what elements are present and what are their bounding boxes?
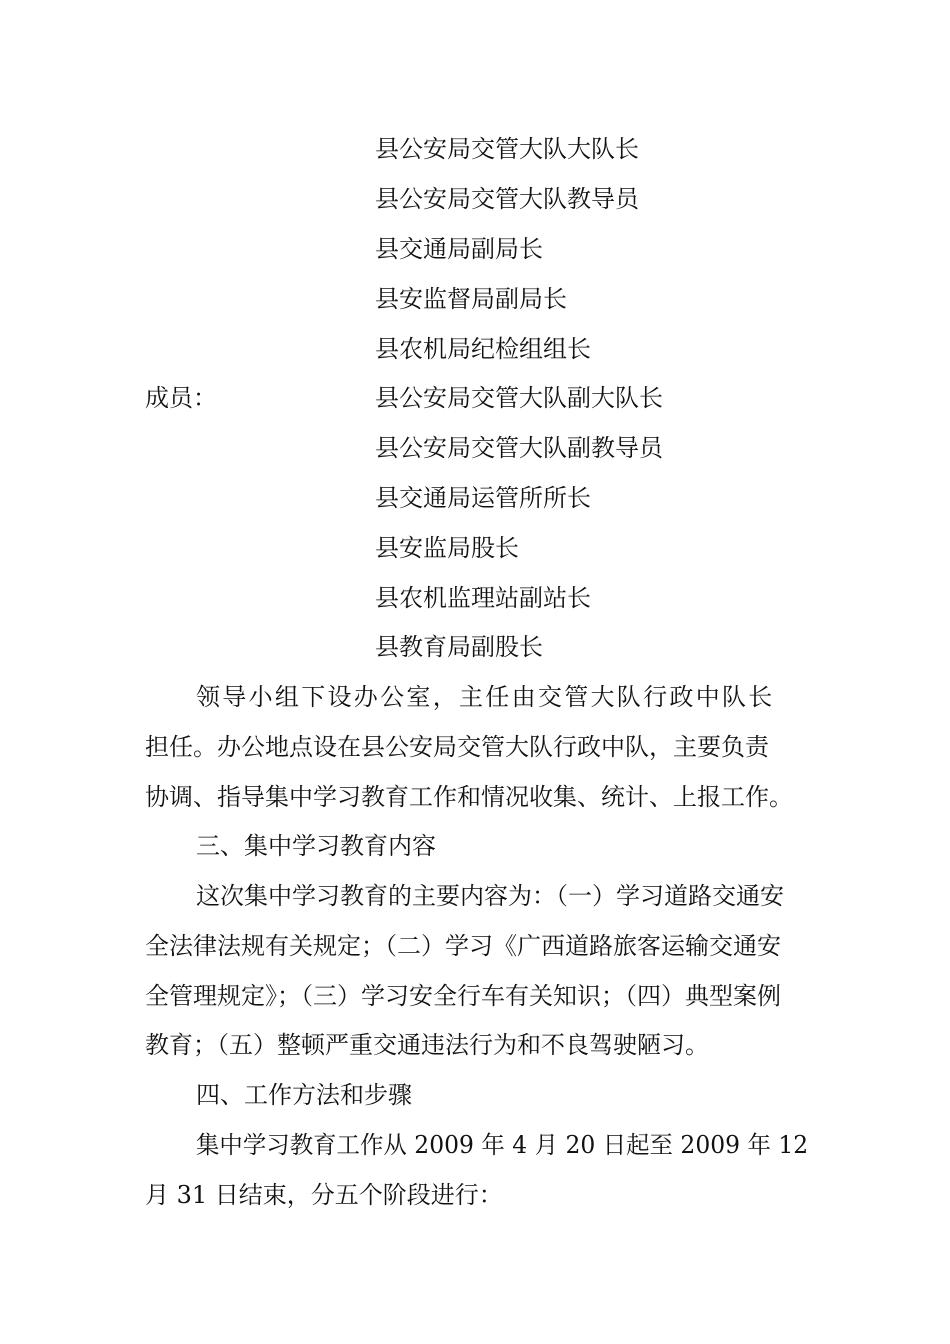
schedule-paragraph-line: 月 31 日结束，分五个阶段进行：	[145, 1181, 503, 1209]
role-line: 县安监督局副局长	[375, 285, 567, 313]
content-paragraph-line: 全法律法规有关规定；（二）学习《广西道路旅客运输交通安	[145, 932, 781, 960]
content-paragraph-line: 全管理规定》；（三）学习安全行车有关知识；（四）典型案例	[145, 982, 781, 1010]
content-paragraph-line: 教育；（五）整顿严重交通违法行为和不良驾驶陋习。	[145, 1031, 709, 1059]
role-line: 县农机局纪检组组长	[375, 335, 591, 363]
office-paragraph-line: 担任。办公地点设在县公安局交管大队行政中队，主要负责	[145, 733, 769, 761]
office-paragraph-line: 协调、指导集中学习教育工作和情况收集、统计、上报工作。	[145, 783, 793, 811]
role-line: 县安监局股长	[375, 534, 519, 562]
section-4-heading: 四、工作方法和步骤	[196, 1081, 412, 1109]
role-line: 县公安局交管大队副大队长	[375, 384, 663, 412]
content-paragraph-line: 这次集中学习教育的主要内容为：（一）学习道路交通安	[196, 882, 784, 910]
schedule-paragraph-line: 集中学习教育工作从 2009 年 4 月 20 日起至 2009 年 12	[196, 1131, 809, 1159]
role-line: 县交通局运管所所长	[375, 484, 591, 512]
role-line: 县教育局副股长	[375, 633, 543, 661]
role-line: 县交通局副局长	[375, 235, 543, 263]
role-line: 县公安局交管大队大队长	[375, 135, 639, 163]
role-line: 县农机监理站副站长	[375, 584, 591, 612]
section-3-heading: 三、集中学习教育内容	[196, 832, 436, 860]
office-paragraph-line: 领导小组下设办公室，主任由交管大队行政中队长	[196, 683, 775, 711]
role-line: 县公安局交管大队教导员	[375, 185, 639, 213]
role-line: 县公安局交管大队副教导员	[375, 434, 663, 462]
members-label: 成员：	[145, 384, 217, 412]
